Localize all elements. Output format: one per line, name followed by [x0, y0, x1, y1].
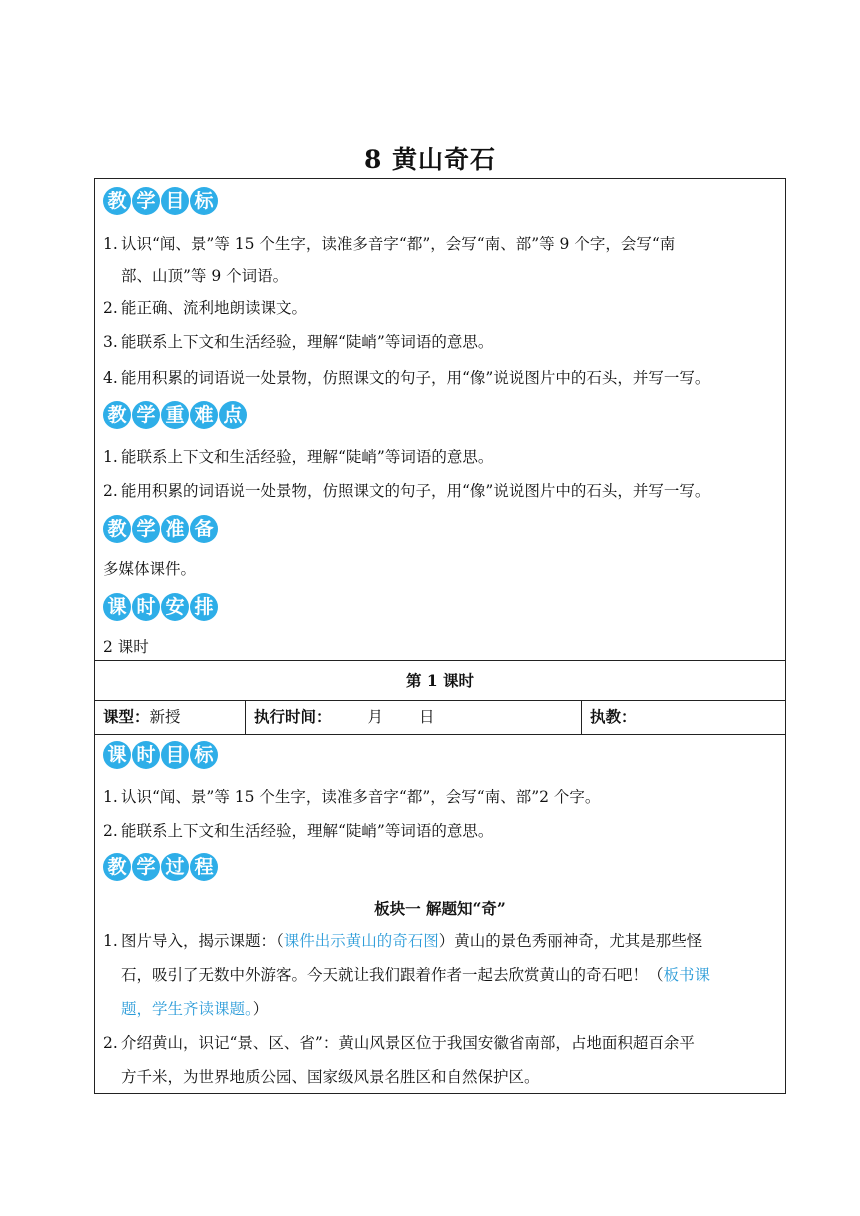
- process-step-2-line2: 方千米，为世界地质公园、国家级风景名胜区和自然保护区。: [121, 1068, 540, 1086]
- lesson-type-cell: 课型：新授: [103, 707, 181, 726]
- lesson-body-section: [95, 735, 785, 1093]
- key-point-1: 1. 能联系上下文和生活经验，理解“陡峭”等词语的意思。: [103, 448, 494, 466]
- lesson-heading: 第 1 课时: [405, 671, 475, 690]
- schedule-text: 2 课时: [103, 638, 149, 656]
- page-title: 8 黄山奇石: [363, 145, 497, 174]
- goal-item-4: 4. 能用积累的词语说一处景物，仿照课文的句子，用“像”说说图片中的石头，并写一写。: [103, 369, 711, 387]
- block-title: 板块一 解题知“奇”: [374, 899, 506, 918]
- goal-item-1: 1. 认识“闻、景”等 15 个生字，读准多音字“都”，会写“南、部”等 9 个字，会写“南: [103, 235, 676, 253]
- execution-time-cell: 执行时间： 月 日: [245, 701, 581, 734]
- lesson-goal-2: 2. 能联系上下文和生活经验，理解“陡峭”等词语的意思。: [103, 822, 494, 840]
- lesson-goal-1: 1. 认识“闻、景”等 15 个生字，读准多音字“都”，会写“南、部”2 个字。: [103, 788, 601, 806]
- schedule-badge: 课 时 安 排: [103, 593, 219, 621]
- lesson-goals-badge: 课 时 目 标: [103, 741, 219, 769]
- goal-item-1-cont: 部、山顶”等 9 个词语。: [121, 267, 289, 285]
- goal-item-2: 2. 能正确、流利地朗读课文。: [103, 299, 308, 317]
- process-step-1-line3: 题，学生齐读课题。）: [121, 1000, 269, 1018]
- key-point-2: 2. 能用积累的词语说一处景物，仿照课文的句子，用“像”说说图片中的石头，并写一写。: [103, 482, 711, 500]
- overview-section: [95, 179, 785, 661]
- lesson-heading-row: [95, 661, 785, 701]
- preparation-text: 多媒体课件。: [103, 560, 197, 578]
- preparation-badge: 教 学 准 备: [103, 515, 219, 543]
- process-badge: 教 学 过 程: [103, 853, 219, 881]
- lesson-plan-table: [94, 178, 786, 1094]
- process-step-1: 1. 图片导入，揭示课题：（课件出示黄山的奇石图）黄山的景色秀丽神奇，尤其是那些怪: [103, 932, 703, 950]
- lesson-info-row: [95, 701, 785, 735]
- teacher-cell: 执教：: [581, 701, 786, 734]
- goal-item-3: 3. 能联系上下文和生活经验，理解“陡峭”等词语的意思。: [103, 333, 494, 351]
- teaching-goals-badge: 教 学 目 标: [103, 187, 219, 215]
- key-points-badge: 教 学 重 难 点: [103, 401, 248, 429]
- process-step-2: 2. 介绍黄山，识记“景、区、省”：黄山风景区位于我国安徽省南部，占地面积超百余平: [103, 1034, 695, 1052]
- process-step-1-line2: 石，吸引了无数中外游客。今天就让我们跟着作者一起去欣赏黄山的奇石吧！（板书课: [121, 966, 711, 984]
